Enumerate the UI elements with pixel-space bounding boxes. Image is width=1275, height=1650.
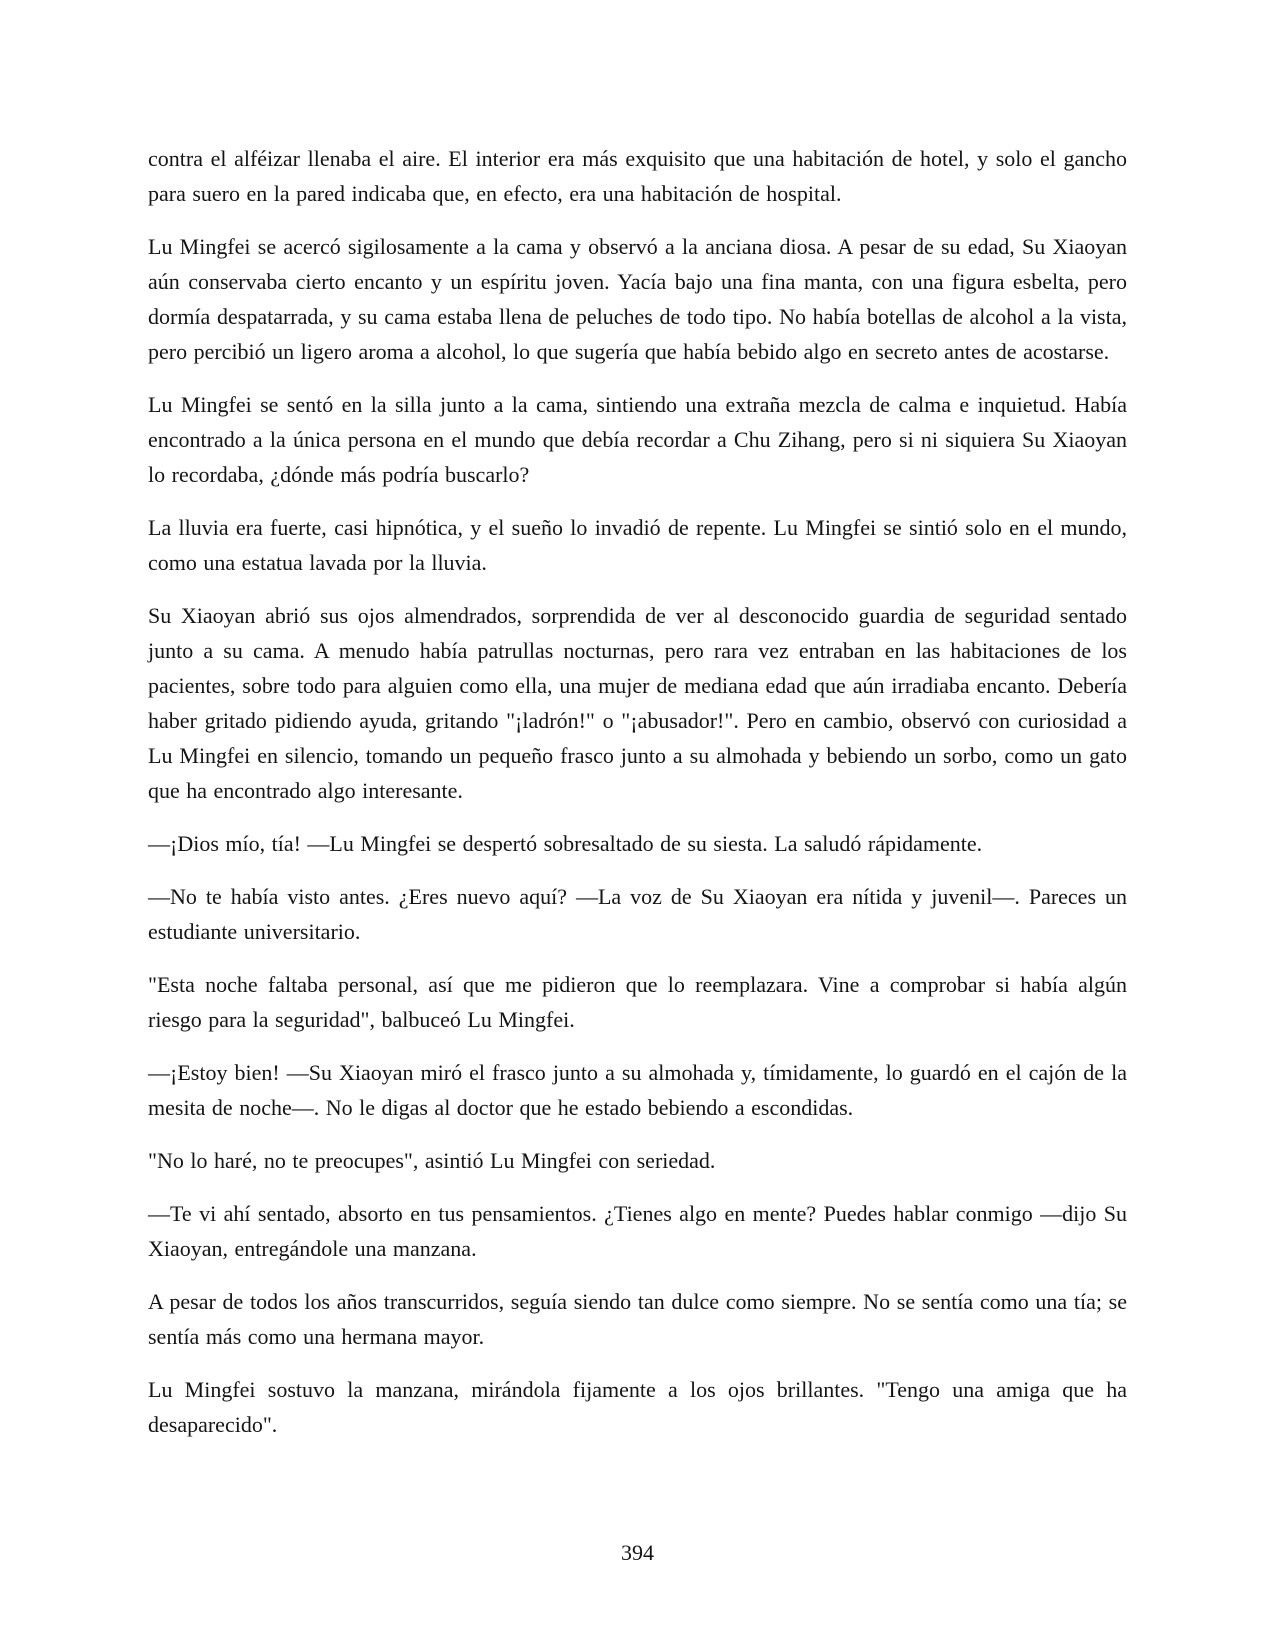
paragraph: Lu Mingfei se acercó sigilosamente a la cama y observó a la anciana diosa. A pesar de su edad, Su Xiaoyan aún conservaba cierto encanto y un espíritu joven. Yacía bajo una fina manta, con una figura esbelta, pero dormía despatarrada, y su cama estaba llena de peluches de todo tipo. No había botellas de alcohol a la vista, pero percibió un ligero aroma a alcohol, lo que sugería que había bebido algo en secreto antes de acostarse. bbox=[148, 234, 1127, 364]
paragraph: Su Xiaoyan abrió sus ojos almendrados, sorprendida de ver al desconocido guardia de seguridad sentado junto a su cama. A menudo había patrullas nocturnas, pero rara vez entraban en las habitaciones de los pacientes, sobre todo para alguien como ella, una mujer de mediana edad que aún irradiaba encanto. Debería haber gritado pidiendo ayuda, gritando "¡ladrón!" o "¡abusador!". Pero en cambio, observó con curiosidad a Lu Mingfei en silencio, tomando un pequeño frasco junto a su almohada y bebiendo un sorbo, como un gato que ha encontrado algo interesante. bbox=[148, 603, 1127, 803]
page-number: 394 bbox=[621, 1540, 654, 1565]
paragraph: Lu Mingfei sostuvo la manzana, mirándola fijamente a los ojos brillantes. "Tengo una amiga que ha desaparecido". bbox=[148, 1377, 1127, 1437]
paragraph: Lu Mingfei se sentó en la silla junto a la cama, sintiendo una extraña mezcla de calma e inquietud. Había encontrado a la única persona en el mundo que debía recordar a Chu Zihang, pero si ni siquiera Su Xiaoyan lo recordaba, ¿dónde más podría buscarlo? bbox=[148, 392, 1127, 487]
paragraph: "No lo haré, no te preocupes", asintió Lu Mingfei con seriedad. bbox=[148, 1148, 716, 1173]
paragraph: "Esta noche faltaba personal, así que me pidieron que lo reemplazara. Vine a comprobar si había algún riesgo para la seguridad", balbuceó Lu Mingfei. bbox=[148, 972, 1127, 1032]
paragraph: —No te había visto antes. ¿Eres nuevo aquí? —La voz de Su Xiaoyan era nítida y juvenil—. Pareces un estudiante universitario. bbox=[148, 884, 1127, 944]
paragraph: —¡Dios mío, tía! —Lu Mingfei se despertó sobresaltado de su siesta. La saludó rápidamente. bbox=[148, 831, 983, 856]
text-block bbox=[148, 141, 1127, 1460]
paragraph: A pesar de todos los años transcurridos, seguía siendo tan dulce como siempre. No se sentía como una tía; se sentía más como una hermana mayor. bbox=[148, 1289, 1127, 1349]
paragraph: La lluvia era fuerte, casi hipnótica, y el sueño lo invadió de repente. Lu Mingfei se sintió solo en el mundo, como una estatua lavada por la lluvia. bbox=[148, 515, 1127, 575]
paragraph: —¡Estoy bien! —Su Xiaoyan miró el frasco junto a su almohada y, tímidamente, lo guardó en el cajón de la mesita de noche—. No le digas al doctor que he estado bebiendo a escondidas. bbox=[148, 1060, 1127, 1120]
paragraph: —Te vi ahí sentado, absorto en tus pensamientos. ¿Tienes algo en mente? Puedes hablar conmigo —dijo Su Xiaoyan, entregándole una manzana. bbox=[148, 1201, 1127, 1261]
paragraph: contra el alféizar llenaba el aire. El interior era más exquisito que una habitación de hotel, y solo el gancho para suero en la pared indicaba que, en efecto, era una habitación de hospital. bbox=[148, 146, 1127, 206]
